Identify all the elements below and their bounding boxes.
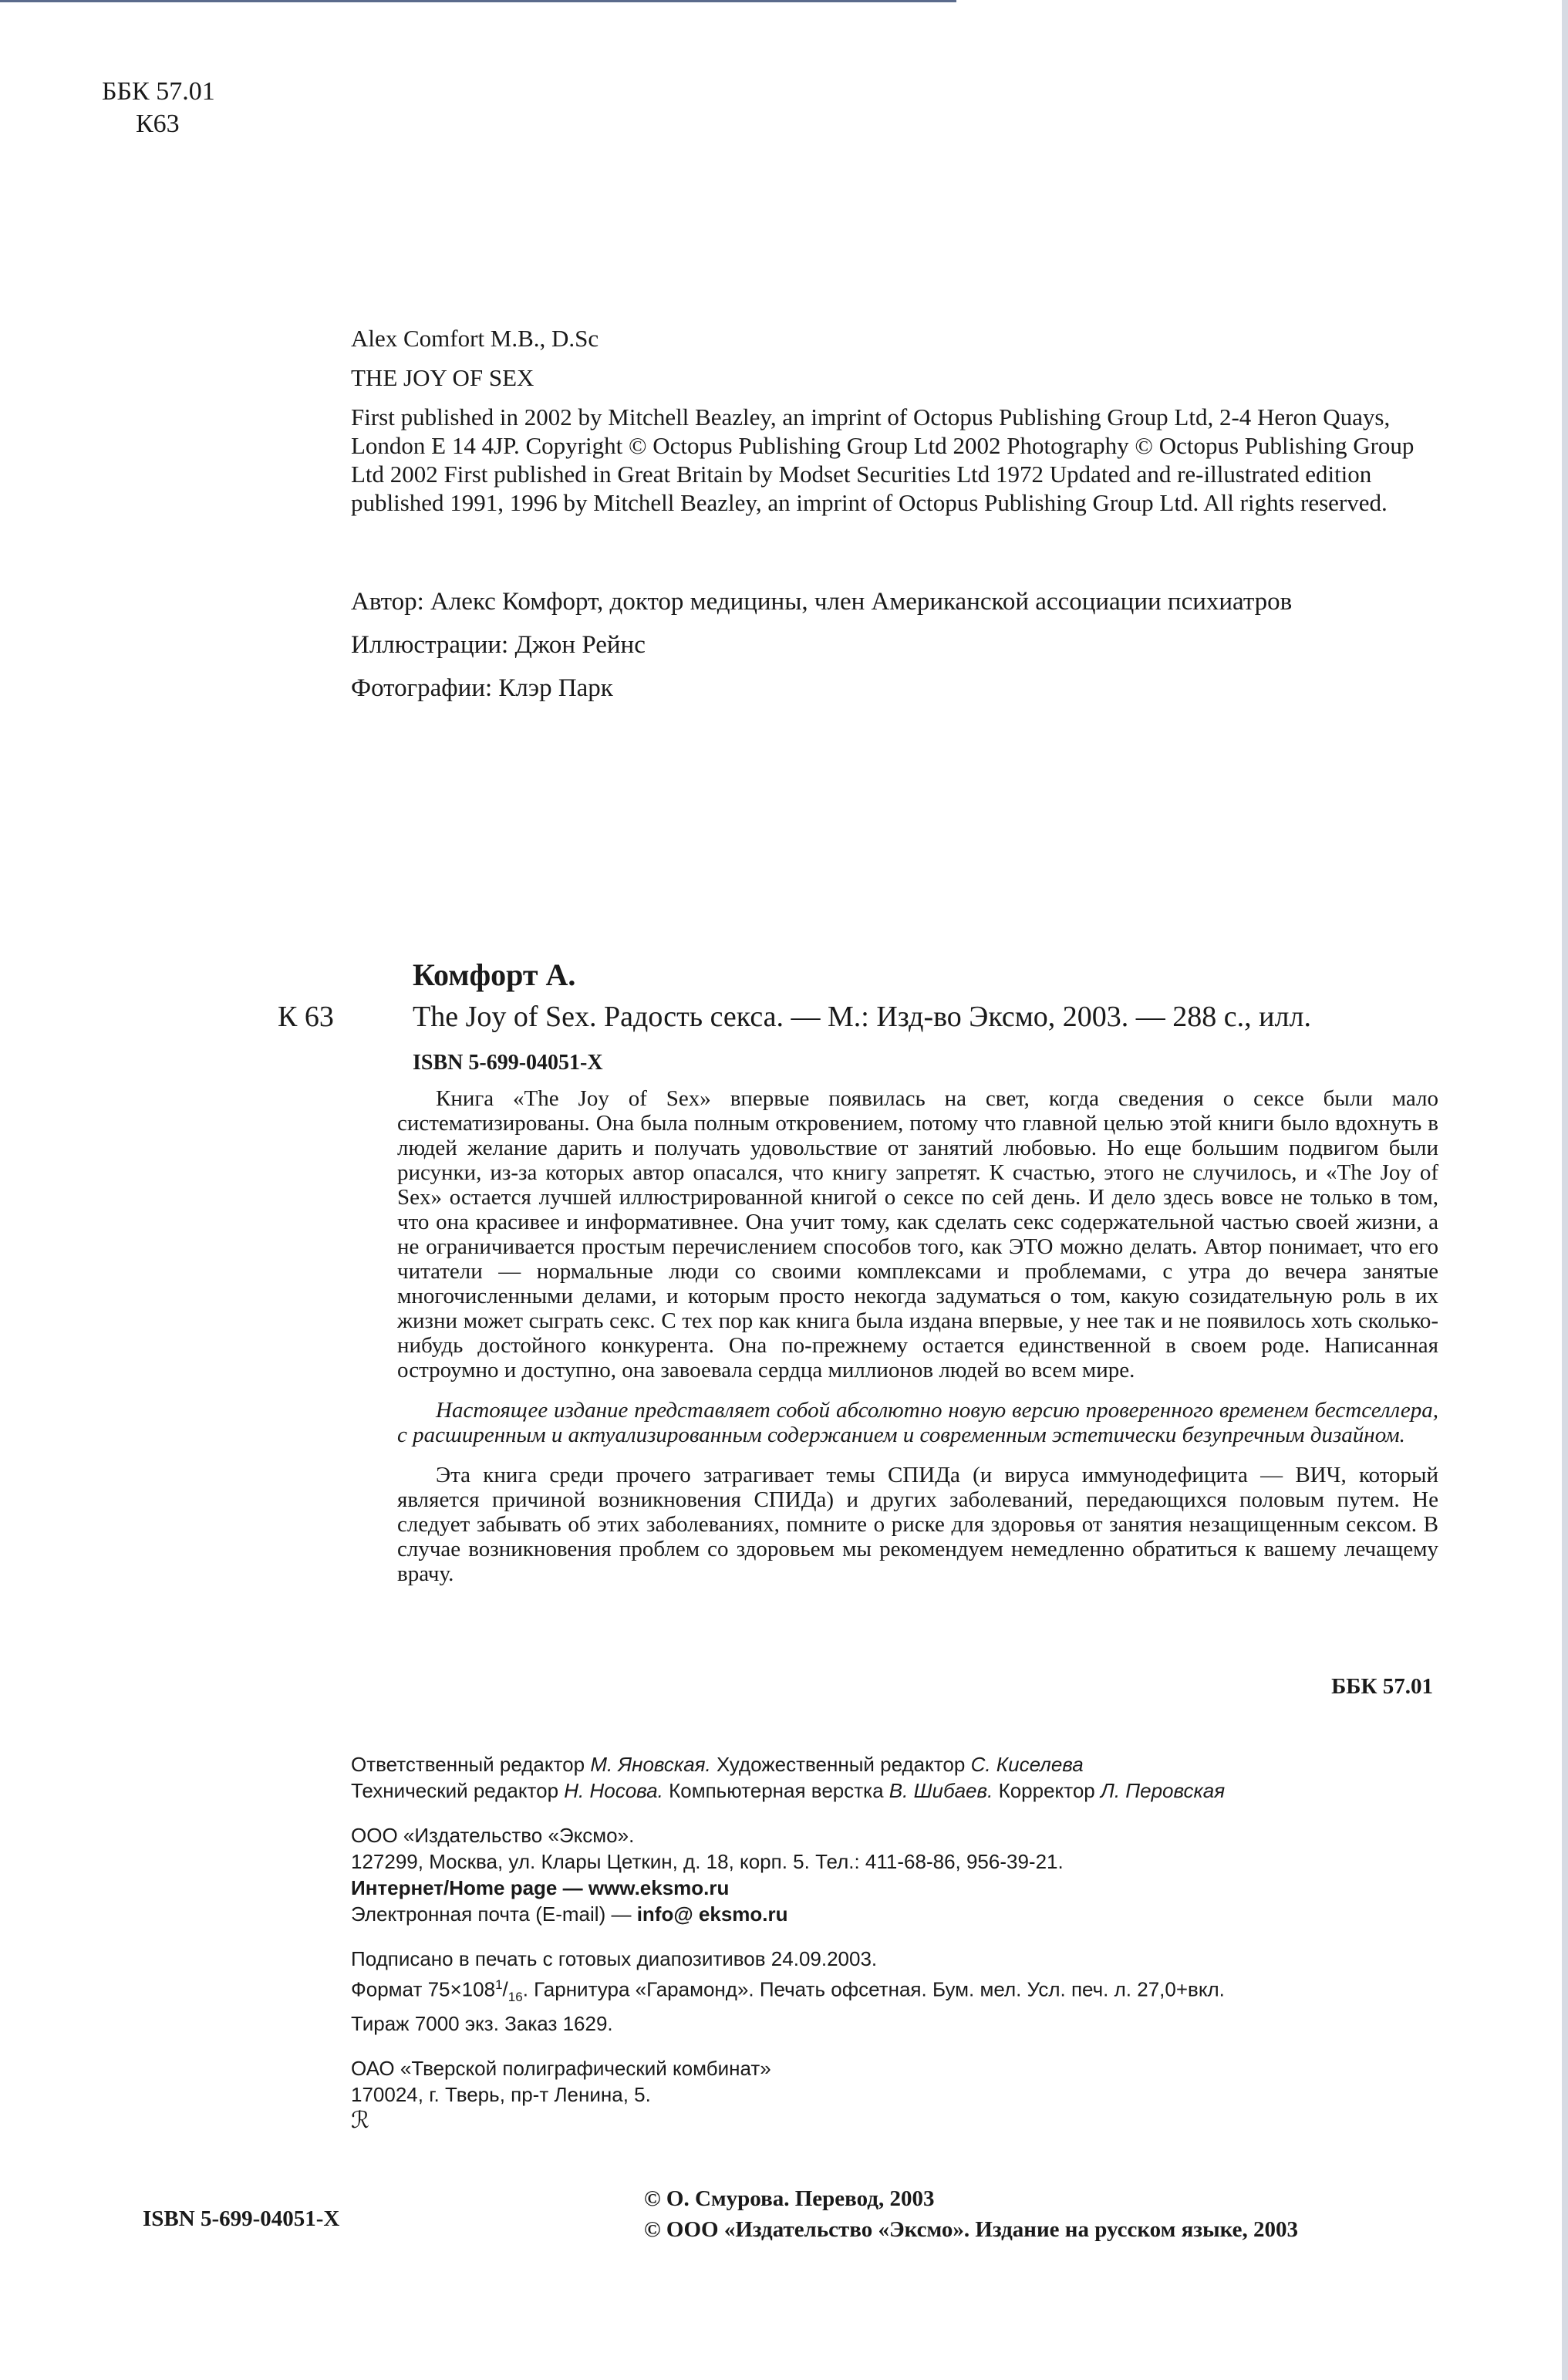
email-label: Электронная почта (E-mail) — [351,1902,632,1926]
print-run: Тираж 7000 экз. Заказ 1629. [351,2011,613,2035]
original-publication-note: First published in 2002 by Mitchell Beazley, an imprint of Octopus Publishing Group Ltd, 2-4 Heron Quays, London E 14 4JP. Copyright © Octopus Publishing Group Ltd 2002 Photography © Octopus Publishing Group Ltd 2002 First published in Great Britain by Modset Securities Ltd 1972 Updated and re-illustrated edition published 1991, 1996 by Mitchell Beazley, an imprint of Octopus Publishing Group Ltd. All rights reserved. [351,403,1415,516]
art-editor: С. Киселева [970,1753,1084,1776]
catalog-title: The Joy of Sex. Радость секса. — М.: Изд-во Эксмо, 2003. — 288 с., илл. [413,1001,1311,1033]
website-link[interactable]: www.eksmo.ru [588,1876,730,1899]
bbk-header [102,76,215,140]
annotation [397,1086,1438,1602]
layout-label: Компьютерная верстка [669,1779,884,1802]
imprint-block [351,1751,1446,2152]
publisher-name: ООО «Издательство «Эксмо». [351,1824,635,1847]
credits-block [351,580,1446,710]
resp-editor: М. Яновская. [590,1753,711,1776]
printer-mark-icon: ℛ [351,2107,369,2133]
copyright-notices [644,2183,1298,2245]
email-link[interactable]: info@ eksmo.ru [636,1902,788,1926]
original-title: THE JOY OF SEX [351,364,534,391]
tech-editor: Н. Носова. [564,1779,663,1802]
proof-label: Корректор [998,1779,1095,1802]
copyright-translation: © О. Смурова. Перевод, 2003 [644,2186,935,2211]
internet-label: Интернет/Home page — [351,1876,583,1899]
original-edition-block [351,324,1431,517]
print-details [351,1946,1446,2037]
layout-editor: В. Шибаев. [889,1779,993,1802]
annotation-bbk: ББК 57.01 [1331,1674,1433,1699]
catalog-isbn: ISBN 5-699-04051-X [413,1051,603,1075]
credit-author: Автор: Алекс Комфорт, доктор медицины, член Американской ассоциации психиатров [351,588,1293,616]
annotation-paragraph: Книга «The Joy of Sex» впервые появилась на свет, когда сведения о сексе были мало систематизированы. Она была полным откровением, потому что главной целью этой книги было вдохнуть в людей желание дарить и получать удовольствие от занятий любовью. Но еще большим подвигом были рисунки, из-за которых автор опасался, что книгу запретят. К счастью, этого не случилось, и «The Joy of Sex» остается лучшей иллюстрированной книгой о сексе по сей день. И дело здесь вовсе не только в том, что она красивее и информативнее. Она учит тому, как сделать секс содержательной частью своей жизни, а не ограничивается простым перечислением способов того, как ЭТО можно делать. Автор понимает, что его читатели — нормальные люди со своими комплексами и проблемами, с утра до вечера занятые многочисленными делами, и которым просто некогда задуматься о том, какую созидательную роль в их жизни может сыграть секс. С тех пор как книга была издана впервые, у нее так и не появилось хоть сколько-нибудь достойного конкурента. Она по-прежнему остается единственной в своем роде. Написанная остроумно и доступно, она завоевала сердца миллионов людей во всем мире. [397,1086,1438,1382]
top-rule [0,0,956,2]
credit-photos: Фотографии: Клэр Парк [351,674,613,702]
printer-info [351,2055,1446,2134]
signed-date: Подписано в печать с готовых диапозитивов 24.09.2003. [351,1947,878,1970]
catalog-author: Комфорт А. [413,957,576,992]
footer-isbn: ISBN 5-699-04051-X [143,2206,340,2231]
printer-name: ОАО «Тверской полиграфический комбинат» [351,2056,771,2080]
proofreader: Л. Перовская [1101,1779,1226,1802]
page-edge [1562,0,1568,2380]
original-author: Alex Comfort M.B., D.Sc [351,325,599,352]
printer-address: 170024, г. Тверь, пр-т Ленина, 5. [351,2082,651,2106]
art-editor-label: Художественный редактор [717,1753,966,1776]
credit-illustrations: Иллюстрации: Джон Рейнс [351,631,646,659]
format-line: Формат $75\times 108^1/_{16}$. Гарнитура «Гарамонд». Печать офсетная. Бум. мел. Усл. печ. л. 27,0+вкл. [351,1977,1225,2004]
catalog-index: К 63 [278,1001,334,1033]
annotation-paragraph-italic: Настоящее издание представляет собой абсолютно новую версию проверенного временем бестселлера, с расширенным и актуализированным содержанием и современным эстетически безупречным дизайном. [397,1398,1438,1447]
copyright-publisher: © ООО «Издательство «Эксмо». Издание на русском языке, 2003 [644,2217,1298,2242]
publisher-contacts [351,1822,1446,1927]
publisher-address: 127299, Москва, ул. Клары Цеткин, д. 18, корп. 5. Тел.: 411-68-86, 956-39-21. [351,1850,1064,1873]
resp-editor-label: Ответственный редактор [351,1753,585,1776]
editors [351,1751,1446,1804]
tech-editor-label: Технический редактор [351,1779,559,1802]
bbk-code: ББК 57.01 [102,77,215,106]
bbk-index: К63 [136,110,180,138]
annotation-paragraph-health: Эта книга среди прочего затрагивает темы СПИДа (и вируса иммунодефицита — ВИЧ, который является причиной возникновения СПИДа) и других заболеваний, передающихся половым путем. Не следует забывать об этих заболеваниях, помните о риске для здоровья от занятия незащищенным сексом. В случае возникновения проблем со здоровьем мы рекомендуем немедленно обратиться к вашему лечащему врачу. [397,1463,1438,1586]
